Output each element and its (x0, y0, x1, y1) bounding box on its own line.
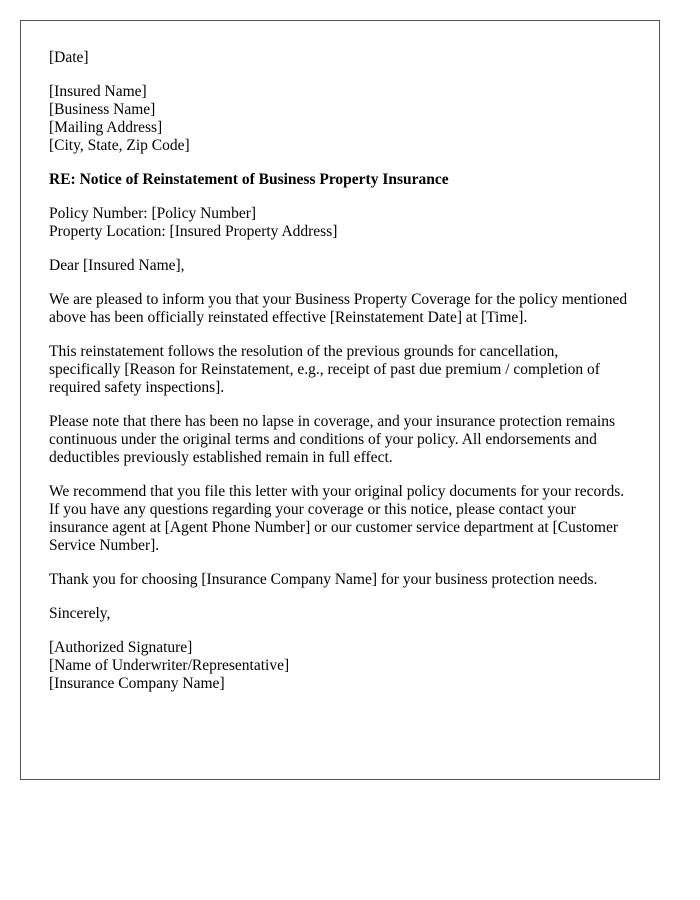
body-paragraph: This reinstatement follows the resolution of the previous grounds for cancellation, specifically [Reason for Reinstatement, e.g., receipt of past due premium / completion of required safety inspections]. (49, 343, 600, 396)
body-paragraph: We are pleased to inform you that your Business Property Coverage for the policy mentioned above has been officially reinstated effective [Reinstatement Date] at [Time]. (49, 291, 628, 326)
subject-line: RE: Notice of Reinstatement of Business Property Insurance (49, 171, 449, 188)
recipient-city: [City, State, Zip Code] (49, 137, 190, 154)
signer-name: [Name of Underwriter/Representative] (49, 657, 290, 674)
property-location: Property Location: [Insured Property Address] (49, 223, 338, 240)
policy-number: Policy Number: [Policy Number] (49, 205, 257, 222)
signature-block (49, 639, 631, 693)
salutation: Dear [Insured Name], (49, 257, 185, 274)
recipient-address: [Mailing Address] (49, 119, 163, 136)
signature-line: [Authorized Signature] (49, 639, 193, 656)
body-paragraph: We recommend that you file this letter with your original policy documents for your records. If you have any questions regarding your coverage or this notice, please contact your insurance agent at [Agent Phone Number] or our customer service department at [Customer Service Number]. (49, 483, 625, 554)
recipient-name: [Insured Name] (49, 83, 147, 100)
policy-info (49, 205, 631, 241)
recipient-business: [Business Name] (49, 101, 156, 118)
closing: Sincerely, (49, 605, 111, 622)
body-paragraph: Thank you for choosing [Insurance Company Name] for your business protection needs. (49, 571, 598, 588)
recipient-block (49, 83, 631, 155)
letter-page (20, 20, 660, 780)
letter-date: [Date] (49, 49, 89, 66)
body-paragraph: Please note that there has been no lapse in coverage, and your insurance protection remains continuous under the original terms and conditions of your policy. All endorsements and deductibles previously established remain in full effect. (49, 413, 615, 466)
signer-company: [Insurance Company Name] (49, 675, 225, 692)
